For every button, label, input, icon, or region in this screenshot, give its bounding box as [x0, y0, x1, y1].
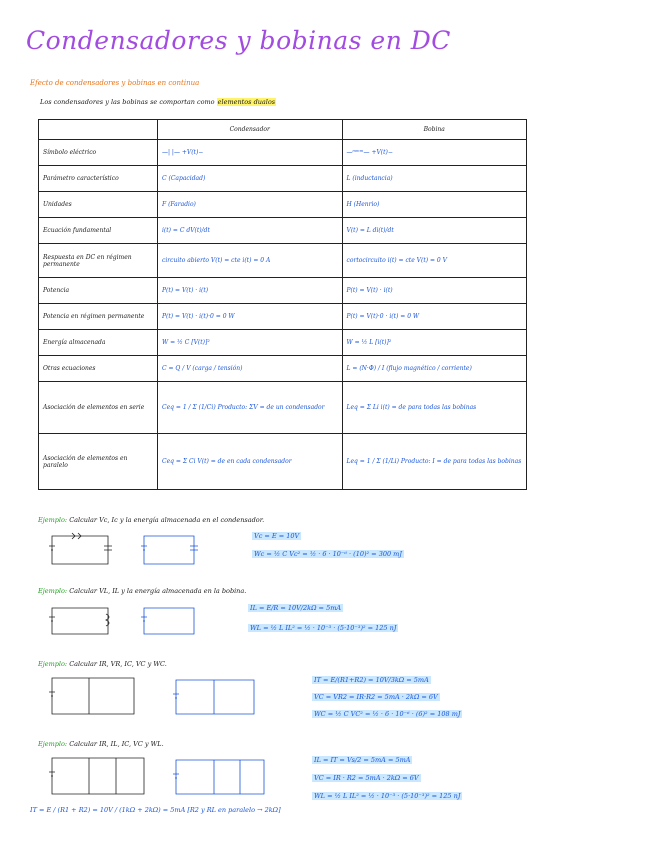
- example-1-prefix: Ejemplo:: [38, 516, 68, 524]
- example-2-prefix: Ejemplo:: [38, 587, 68, 595]
- example-1-title: [38, 516, 264, 524]
- example-4-text: Calcular IR, IL, IC, VC y WL.: [69, 740, 164, 748]
- coil-value: Leq = 1 / Σ (1/Li) Producto: I = de para todas las bobinas: [342, 434, 527, 490]
- row-label: Potencia en régimen permanente: [39, 304, 158, 330]
- example-1-result-2: Wc = ½ C Vc² = ½ · 6 · 10⁻⁶ · (10)² = 300 mJ: [254, 550, 402, 558]
- intro-highlight: elementos dualos: [217, 98, 276, 106]
- table-row: [39, 218, 527, 244]
- capacitor-value: C (Capacidad): [158, 166, 343, 192]
- capacitor-value: Ceq = Σ Ci V(t) = de en cada condensador: [158, 434, 343, 490]
- coil-value: H (Henrio): [342, 192, 527, 218]
- example-4-circuit: [44, 752, 284, 800]
- capacitor-value: W = ½ C [V(t)]²: [158, 330, 343, 356]
- example-2-text: Calcular VL, IL y la energía almacenada en la bobina.: [69, 587, 247, 595]
- capacitor-value: P(t) = V(t) · i(t): [158, 278, 343, 304]
- footer-equation: IT = E / (R1 + R2) = 10V / (1kΩ + 2kΩ) = 5mA [R2 y RL en paralelo → 2kΩ]: [30, 806, 281, 814]
- table-row: [39, 356, 527, 382]
- coil-value: Leq = Σ Li i(t) = de para todas las bobinas: [342, 382, 527, 434]
- capacitor-value: circuito abierto V(t) = cte i(t) = 0 A: [158, 244, 343, 278]
- example-3-result-1: IT = E/(R1+R2) = 10V/3kΩ = 5mA: [314, 676, 429, 684]
- table-row: [39, 382, 527, 434]
- example-2-title: [38, 587, 246, 595]
- table-header-row: [39, 120, 527, 140]
- table-body: [39, 140, 527, 490]
- example-2-result-2: WL = ½ L IL² = ½ · 10⁻³ · (5·10⁻³)² = 125 nJ: [250, 624, 397, 632]
- row-label: Potencia: [39, 278, 158, 304]
- capacitor-value: P(t) = V(t) · i(t)·0 = 0 W: [158, 304, 343, 330]
- example-1-text: Calcular Vc, Ic y la energía almacenada en el condensador.: [69, 516, 265, 524]
- capacitor-value: —| |— +V(t)−: [158, 140, 343, 166]
- example-1-result-1: Vc = E = 10V: [254, 532, 300, 540]
- page-title: Condensadores y bobinas en DC: [26, 26, 451, 55]
- table-row: [39, 278, 527, 304]
- row-label: Otras ecuaciones: [39, 356, 158, 382]
- coil-value: P(t) = V(t) · i(t): [342, 278, 527, 304]
- table-header-coil: Bobina: [342, 120, 527, 140]
- example-4-title: [38, 740, 164, 748]
- example-3-result-2: VC = VR2 = IR·R2 = 5mA · 2kΩ = 6V: [314, 693, 438, 701]
- coil-value: cortocircuito i(t) = cte V(t) = 0 V: [342, 244, 527, 278]
- row-label: Parámetro característico: [39, 166, 158, 192]
- row-label: Ecuación fundamental: [39, 218, 158, 244]
- example-3-circuit: [44, 672, 284, 720]
- coil-value: —ᵐᵐᵐ— +V(t)−: [342, 140, 527, 166]
- coil-value: P(t) = V(t)·0 · i(t) = 0 W: [342, 304, 527, 330]
- capacitor-value: Ceq = 1 / Σ (1/Ci) Producto: ΣV = de un condensador: [158, 382, 343, 434]
- coil-value: V(t) = L di(t)/dt: [342, 218, 527, 244]
- row-label: Asociación de elementos en serie: [39, 382, 158, 434]
- table-row: [39, 434, 527, 490]
- table-row: [39, 166, 527, 192]
- example-3-result-3: WC = ½ C VC² = ½ · 6 · 10⁻⁶ · (6)² = 108 mJ: [314, 710, 461, 718]
- comparison-table: [38, 119, 527, 490]
- row-label: Energía almacenada: [39, 330, 158, 356]
- example-4-result-2: VC = IR · R2 = 5mA · 2kΩ = 6V: [314, 774, 419, 782]
- example-3-title: [38, 660, 167, 668]
- capacitor-value: i(t) = C dV(t)/dt: [158, 218, 343, 244]
- table-row: [39, 330, 527, 356]
- example-2-result-1: IL = E/R = 10V/2kΩ = 5mA: [250, 604, 342, 612]
- example-4-prefix: Ejemplo:: [38, 740, 68, 748]
- row-label: Símbolo eléctrico: [39, 140, 158, 166]
- intro-lead: Los condensadores y las bobinas se comportan como: [40, 98, 217, 106]
- table-row: [39, 244, 527, 278]
- example-3-prefix: Ejemplo:: [38, 660, 68, 668]
- coil-value: L (inductancia): [342, 166, 527, 192]
- table-header-capacitor: Condensador: [158, 120, 343, 140]
- example-4-result-3: WL = ½ L IL² = ½ · 10⁻³ · (5·10⁻³)² = 125 nJ: [314, 792, 461, 800]
- example-3-text: Calcular IR, VR, IC, VC y WC.: [69, 660, 167, 668]
- row-label: Respuesta en DC en régimen permanente: [39, 244, 158, 278]
- example-1-circuit: [44, 530, 234, 570]
- coil-value: W = ½ L [i(t)]²: [342, 330, 527, 356]
- coil-value: L = (N·Φ) / I (flujo magnético / corriente): [342, 356, 527, 382]
- capacitor-value: F (Faradio): [158, 192, 343, 218]
- table-row: [39, 192, 527, 218]
- section-heading: Efecto de condensadores y bobinas en continua: [30, 79, 200, 87]
- table-header-empty: [39, 120, 158, 140]
- intro-text: [40, 98, 276, 106]
- table-row: [39, 304, 527, 330]
- example-2-circuit: [44, 602, 234, 640]
- capacitor-value: C = Q / V (carga / tensión): [158, 356, 343, 382]
- example-4-result-1: IL = IT = Vs/2 = 5mA = 5mA: [314, 756, 411, 764]
- row-label: Asociación de elementos en paralelo: [39, 434, 158, 490]
- table-row: [39, 140, 527, 166]
- row-label: Unidades: [39, 192, 158, 218]
